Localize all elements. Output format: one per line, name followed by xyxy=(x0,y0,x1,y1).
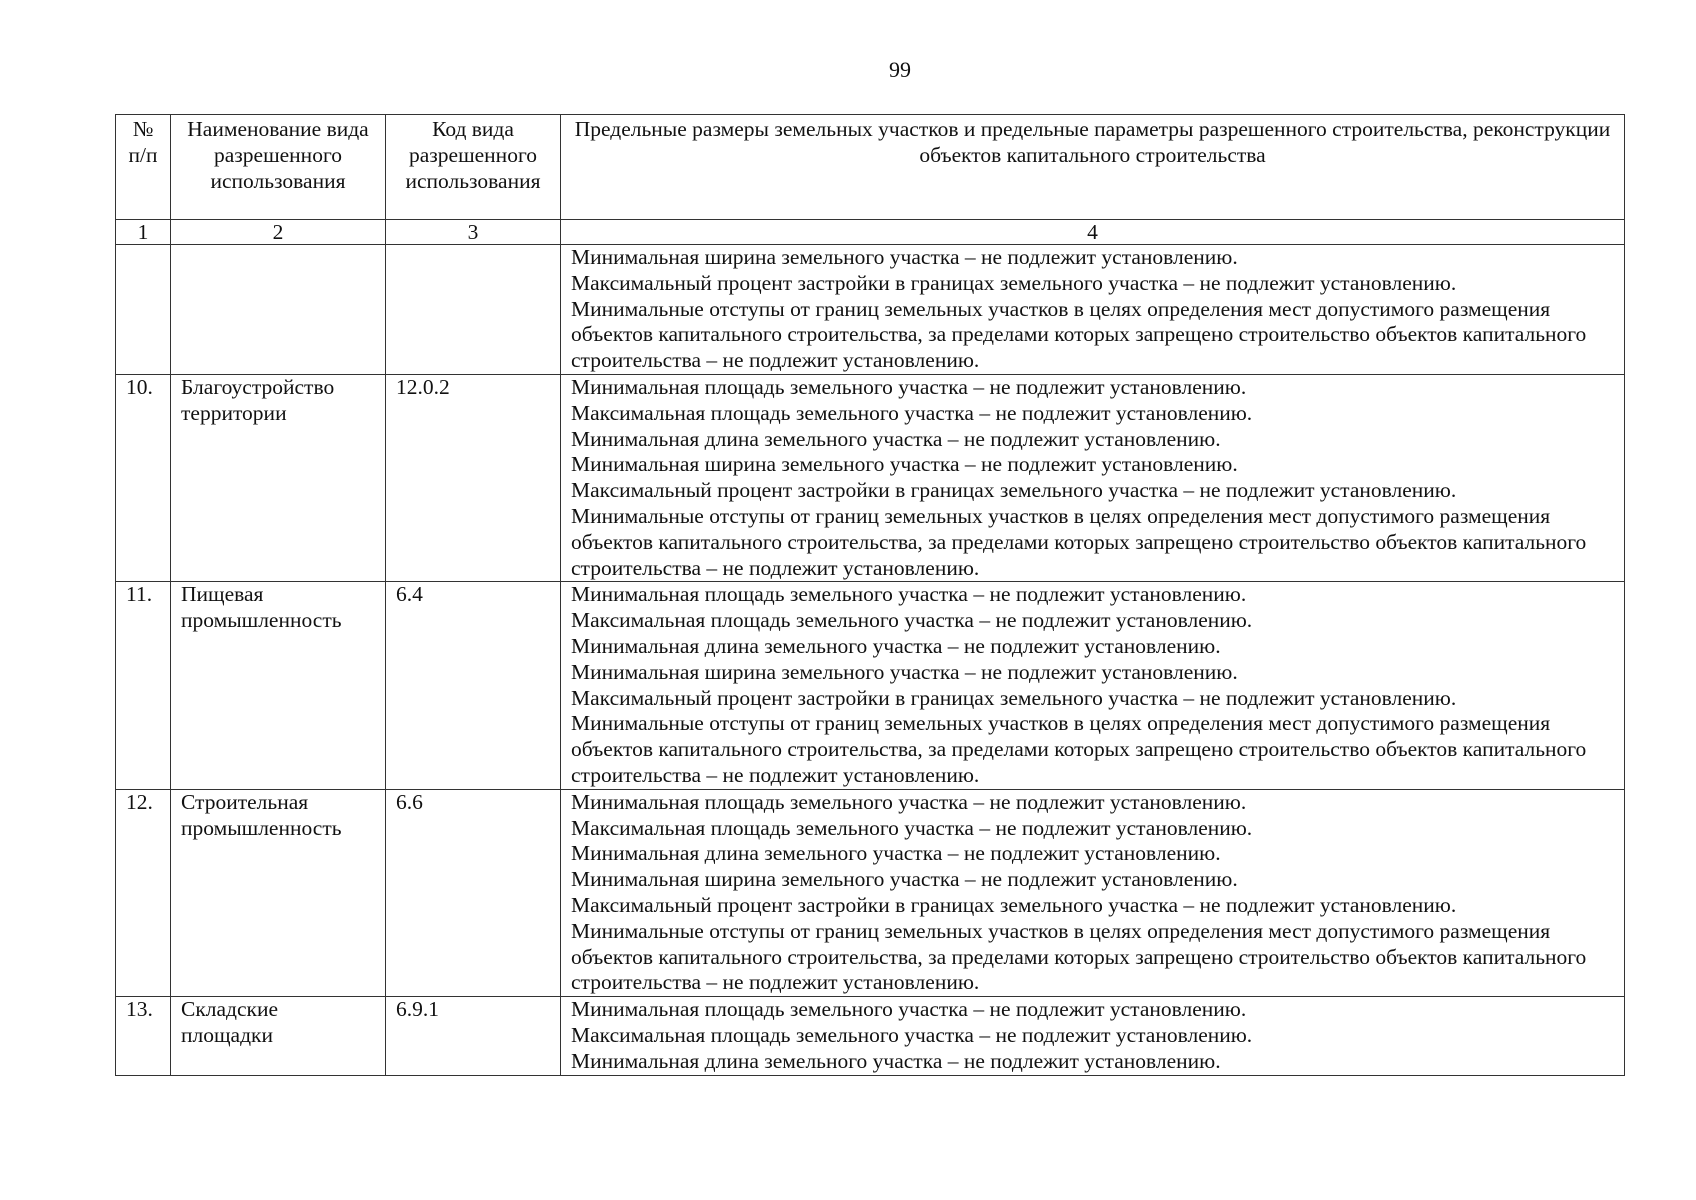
column-number: 2 xyxy=(171,220,386,245)
use-name-cell: Складские площадки xyxy=(171,997,386,1075)
parameter-line: Максимальный процент застройки в границах земельного участка – не подлежит установлению. xyxy=(571,892,1457,917)
column-number: 4 xyxy=(561,220,1625,245)
header-number: № п/п xyxy=(116,115,171,220)
parameter-line: Минимальные отступы от границ земельных участков в целях определения мест допустимого размещения объектов капитального строительства, за пределами которых запрещено строительство объектов капитального строительства – не подлежит установлению. xyxy=(571,503,1587,580)
parameters-cell xyxy=(561,245,1625,375)
parameter-line: Минимальная площадь земельного участка – не подлежит установлению. xyxy=(571,374,1247,399)
parameters-cell xyxy=(561,997,1625,1075)
column-number-row xyxy=(116,220,1625,245)
column-number: 1 xyxy=(116,220,171,245)
parameter-line: Минимальная длина земельного участка – не подлежит установлению. xyxy=(571,1048,1221,1073)
page-number: 99 xyxy=(889,57,911,82)
parameter-line: Минимальная площадь земельного участка – не подлежит установлению. xyxy=(571,582,1247,607)
parameter-line: Максимальная площадь земельного участка – не подлежит установлению. xyxy=(571,815,1253,840)
table-row xyxy=(116,789,1625,996)
parameter-line: Минимальные отступы от границ земельных участков в целях определения мест допустимого размещения объектов капитального строительства, за пределами которых запрещено строительство объектов капитального строительства – не подлежит установлению. xyxy=(571,918,1587,995)
parameter-line: Минимальная площадь земельного участка – не подлежит установлению. xyxy=(571,997,1247,1022)
use-code-cell: 12.0.2 xyxy=(386,374,561,581)
parameter-line: Минимальная ширина земельного участка – не подлежит установлению. xyxy=(571,452,1238,477)
header-use-name: Наименование вида разрешенного использования xyxy=(171,115,386,220)
use-name-cell: Благоустройство территории xyxy=(171,374,386,581)
parameter-line: Максимальный процент застройки в границах земельного участка – не подлежит установлению. xyxy=(571,685,1457,710)
parameter-line: Максимальная площадь земельного участка – не подлежит установлению. xyxy=(571,1022,1253,1047)
land-use-table xyxy=(115,114,1625,1076)
use-code-cell xyxy=(386,245,561,375)
parameters-cell xyxy=(561,582,1625,789)
use-name-cell: Пищевая промышленность xyxy=(171,582,386,789)
parameter-line: Максимальный процент застройки в границах земельного участка – не подлежит установлению. xyxy=(571,270,1457,295)
parameters-cell xyxy=(561,374,1625,581)
table-row xyxy=(116,997,1625,1075)
header-use-code: Код вида разрешенного использования xyxy=(386,115,561,220)
parameter-line: Минимальная ширина земельного участка – не подлежит установлению. xyxy=(571,867,1238,892)
use-code-cell: 6.4 xyxy=(386,582,561,789)
use-code-cell: 6.6 xyxy=(386,789,561,996)
parameters-cell xyxy=(561,789,1625,996)
parameter-line: Минимальная длина земельного участка – не подлежит установлению. xyxy=(571,426,1221,451)
row-number-cell: 13. xyxy=(116,997,171,1075)
row-number-cell: 12. xyxy=(116,789,171,996)
row-number-cell xyxy=(116,245,171,375)
row-number-cell: 11. xyxy=(116,582,171,789)
use-code-cell: 6.9.1 xyxy=(386,997,561,1075)
table-header-row xyxy=(116,115,1625,220)
use-name-cell: Строительная промышленность xyxy=(171,789,386,996)
column-number: 3 xyxy=(386,220,561,245)
parameter-line: Минимальные отступы от границ земельных участков в целях определения мест допустимого размещения объектов капитального строительства, за пределами которых запрещено строительство объектов капитального строительства – не подлежит установлению. xyxy=(571,711,1587,787)
parameter-line: Минимальная длина земельного участка – не подлежит установлению. xyxy=(571,633,1221,658)
parameter-line: Минимальная ширина земельного участка – не подлежит установлению. xyxy=(571,659,1238,684)
table-row xyxy=(116,374,1625,581)
parameter-line: Максимальный процент застройки в границах земельного участка – не подлежит установлению. xyxy=(571,478,1457,503)
parameter-line: Максимальная площадь земельного участка – не подлежит установлению. xyxy=(571,608,1253,633)
parameter-line: Минимальная длина земельного участка – не подлежит установлению. xyxy=(571,841,1221,866)
parameter-line: Максимальная площадь земельного участка – не подлежит установлению. xyxy=(571,400,1253,425)
use-name-cell xyxy=(171,245,386,375)
parameter-line: Минимальные отступы от границ земельных участков в целях определения мест допустимого размещения объектов капитального строительства, за пределами которых запрещено строительство объектов капитального строительства – не подлежит установлению. xyxy=(571,296,1587,373)
table-row-continuation xyxy=(116,245,1625,375)
header-parameters: Предельные размеры земельных участков и предельные параметры разрешенного строительства, реконструкции объектов капитального строительства xyxy=(561,115,1625,220)
parameter-line: Минимальная площадь земельного участка – не подлежит установлению. xyxy=(571,789,1247,814)
table-row xyxy=(116,582,1625,789)
row-number-cell: 10. xyxy=(116,374,171,581)
parameter-line: Минимальная ширина земельного участка – не подлежит установлению. xyxy=(571,245,1238,269)
